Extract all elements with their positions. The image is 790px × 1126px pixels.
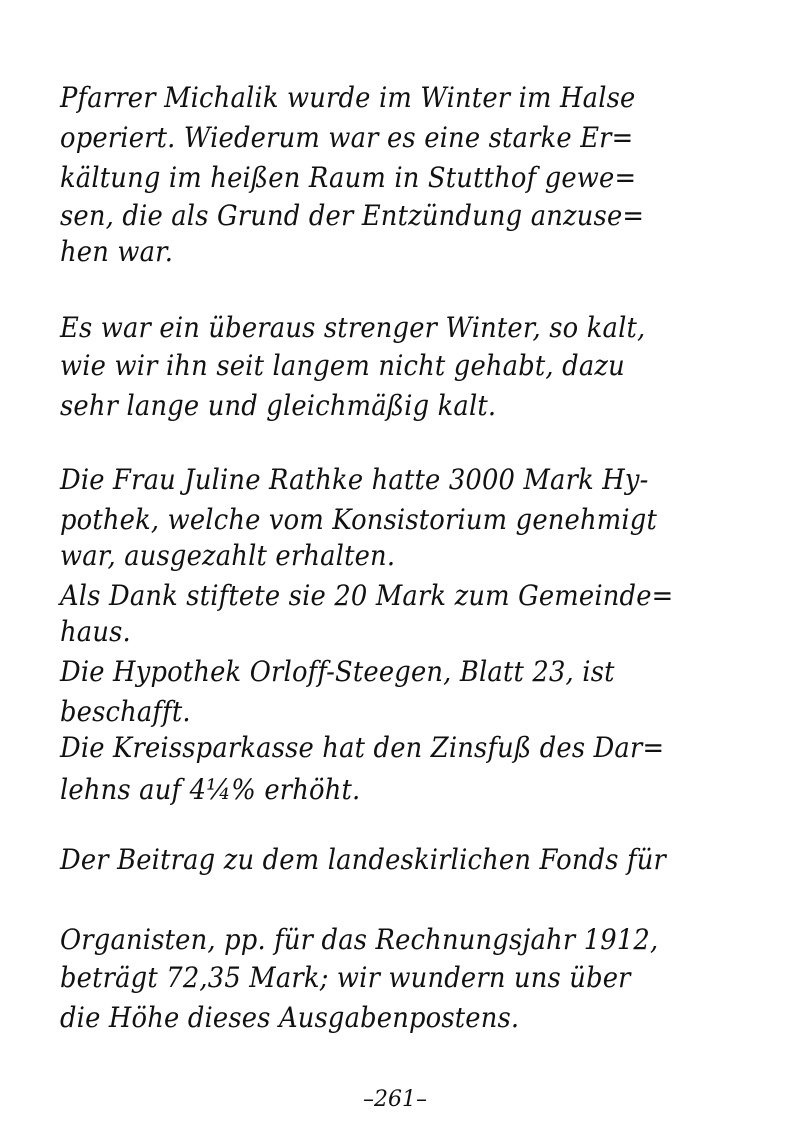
text-line: hen war. [60,235,174,268]
text-line: Die Hypothek Orloff-Steegen, Blatt 23, ist [60,655,615,688]
text-line: lehns auf 4¼% erhöht. [60,773,361,806]
text-line: Die Kreissparkasse hat den Zinsfuß des Dar= [60,731,665,764]
text-line: Organisten, pp. für das Rechnungsjahr 1912, [60,923,659,956]
text-line: Die Frau Juline Rathke hatte 3000 Mark Hy- [60,463,649,496]
text-line: wie wir ihn seit langem nicht gehabt, dazu [60,349,625,382]
text-line: beschafft. [60,695,191,728]
text-line: pothek, welche vom Konsistorium genehmigt [60,503,657,536]
text-line: war, ausgezahlt erhalten. [60,539,396,572]
text-line: kältung im heißen Raum in Stutthof gewe= [60,161,637,194]
text-line: Pfarrer Michalik wurde im Winter im Halse [60,81,636,114]
text-line: sehr lange und gleichmäßig kalt. [60,389,497,422]
text-line: haus. [60,615,131,648]
text-line: beträgt 72,35 Mark; wir wundern uns über [60,961,631,994]
page-number: –261– [363,1087,427,1112]
text-line: sen, die als Grund der Entzündung anzuse= [60,199,645,232]
text-line: Als Dank stiftete sie 20 Mark zum Gemeinde= [60,579,674,612]
text-line: Es war ein überaus strenger Winter, so kalt, [60,311,646,344]
text-line: Der Beitrag zu dem landeskirlichen Fonds für [60,843,667,876]
text-line: operiert. Wiederum war es eine starke Er= [60,121,634,154]
text-line: die Höhe dieses Ausgabenpostens. [60,1001,520,1034]
